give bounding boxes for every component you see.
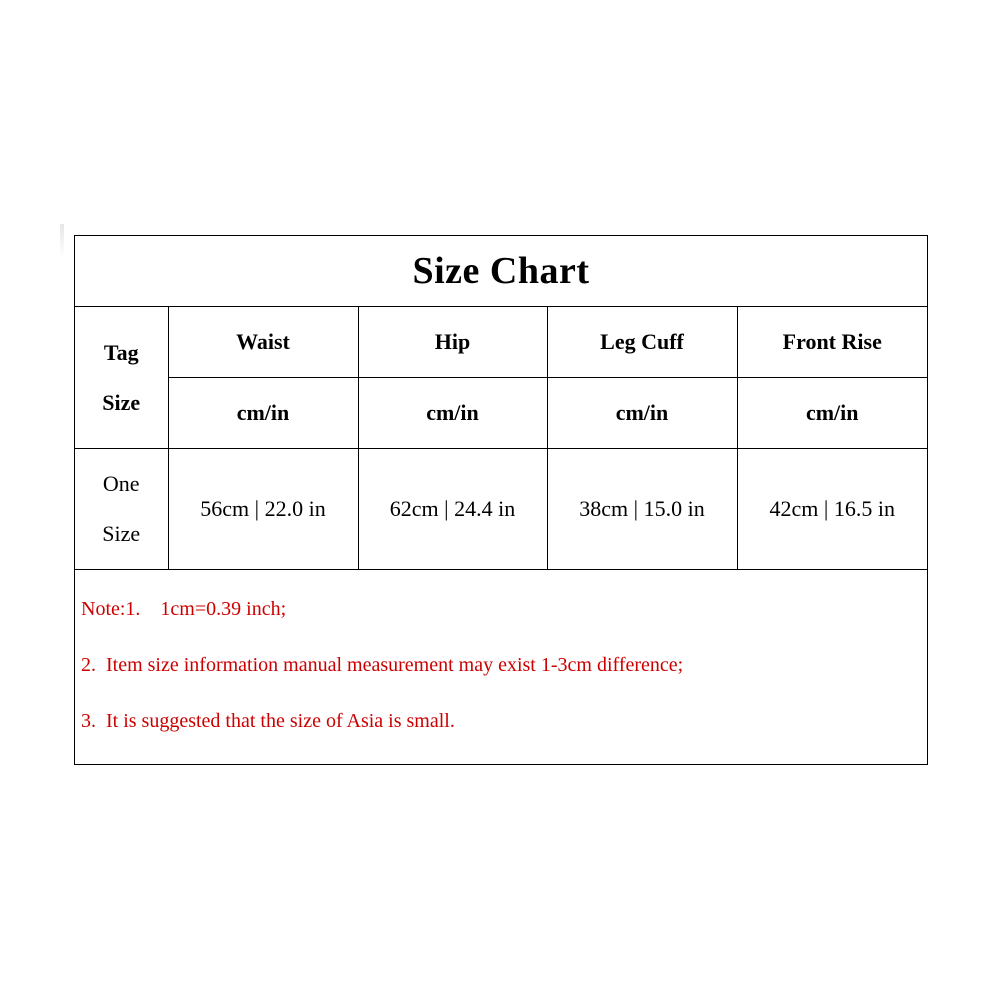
column-header-front-rise: Front Rise — [737, 307, 927, 378]
value-leg-cuff: 38cm | 15.0 in — [547, 449, 737, 570]
size-label-cell — [75, 449, 168, 570]
value-front-rise: 42cm | 16.5 in — [737, 449, 927, 570]
unit-leg-cuff: cm/in — [547, 378, 737, 449]
column-header-hip: Hip — [358, 307, 547, 378]
note-line-3: 3. It is suggested that the size of Asia is small. — [81, 710, 455, 732]
unit-hip: cm/in — [358, 378, 547, 449]
table-row — [75, 449, 927, 570]
note-line-2: 2. Item size information manual measurement may exist 1-3cm difference; — [81, 654, 684, 676]
note-line-1: Note:1. 1cm=0.39 inch; — [81, 598, 287, 620]
column-header-leg-cuff: Leg Cuff — [547, 307, 737, 378]
tag-size-header — [75, 307, 168, 449]
value-hip: 62cm | 24.4 in — [358, 449, 547, 570]
notes-section — [75, 570, 927, 760]
size-label-line-2: Size — [102, 521, 141, 546]
tag-size-header-line-2: Size — [102, 389, 141, 415]
size-label-line-1: One — [102, 471, 140, 496]
value-waist: 56cm | 22.0 in — [168, 449, 358, 570]
column-header-waist: Waist — [168, 307, 358, 378]
size-table — [75, 236, 927, 570]
edge-artifact — [60, 224, 64, 258]
unit-waist: cm/in — [168, 378, 358, 449]
tag-size-header-line-1: Tag — [103, 339, 139, 365]
size-chart — [74, 235, 928, 765]
unit-front-rise: cm/in — [737, 378, 927, 449]
chart-title: Size Chart — [75, 236, 927, 307]
